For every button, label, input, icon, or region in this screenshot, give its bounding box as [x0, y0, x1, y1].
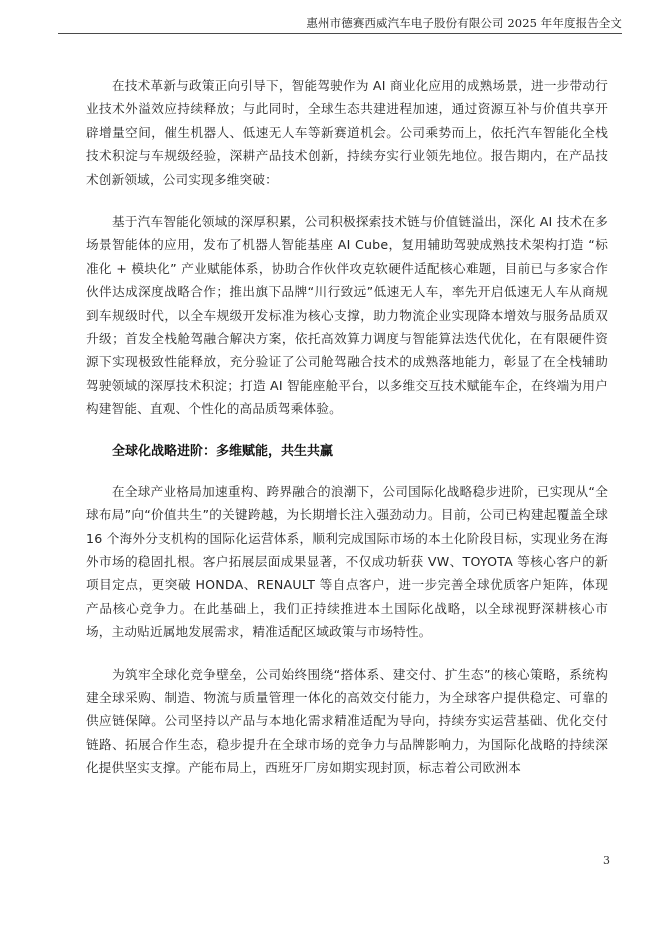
paragraph-global-layout: 在全球产业格局加速重构、跨界融合的浪潮下，公司国际化战略稳步进阶，已实现从“全球布局”向“价值共生”的关键跨越，为长期增长注入强劲动力。目前，公司已构建起覆盖全球 16 个海外分支机构的国际化运营体系，顺利完成国际市场的本土化阶段目标，实现业务在海外市场的稳固扎根。客户拓展层面成果显著，不仅成功斩获 VW、TOYOTA 等核心客户的新项目定点，更突破 HONDA、RENAULT 等自点客户，进一步完善全球优质客户矩阵，体现产品核心竞争力。在此基础上，我们正持续推进本土国际化战略，以全球视野深耕核心市场，主动贴近属地发展需求，精准适配区域政策与市场特性。	[86, 483, 608, 640]
page-number: 3	[603, 854, 610, 867]
section-heading-globalization: 全球化战略进阶：多维赋能，共生共赢	[112, 443, 334, 459]
report-title: 惠州市德赛西威汽车电子股份有限公司 2025 年年度报告全文	[306, 16, 622, 30]
header-divider	[58, 33, 622, 34]
paragraph-intelligent-driving: 基于汽车智能化领域的深厚积累，公司积极探索技术链与价值链溢出，深化 AI 技术在多场景智能体的应用，发布了机器人智能基座 AI Cube，复用辅助驾驶成熟技术架构打造 “标准化 + 模块化” 产业赋能体系，协助合作伙伴攻克软硬件适配核心难题，目前已与多家合作伙伴达成深度战略合作；推出旗下品牌“川行致远”低速无人车，率先开启低速无人车从商规到车规级时代，以全车规级开发标准为核心支撑，助力物流企业实现降本增效与服务品质双升级；首发全栈舱驾融合解决方案，依托高效算力调度与智能算法迭代优化，在有限硬件资源下实现极致性能释放，充分验证了公司舱驾融合技术的成熟落地能力，彰显了在全栈辅助驾驶领域的深厚技术积淀；打造 AI 智能座舱平台，以多维交互技术赋能车企，在终端为用户构建智能、直观、个性化的高品质驾乘体验。	[86, 214, 608, 417]
report-body	[86, 74, 608, 799]
page-header	[0, 0, 662, 34]
paragraph-tech-innovation: 在技术革新与政策正向引导下，智能驾驶作为 AI 商业化应用的成熟场景，进一步带动行业技术外溢效应持续释放；与此同时，全球生态共建进程加速，通过资源互补与价值共享开辟增量空间，催生机器人、低速无人车等新赛道机会。公司乘势而上，依托汽车智能化全栈技术积淀与车规级经验，深耕产品技术创新，持续夯实行业领先地位。报告期内，在产品技术创新领域，公司实现多维突破：	[86, 78, 608, 187]
paragraph-global-delivery: 为筑牢全球化竞争壁垒，公司始终围绕“搭体系、建交付、扩生态”的核心策略，系统构建全球采购、制造、物流与质量管理一体化的高效交付能力，为全球客户提供稳定、可靠的供应链保障。公司坚持以产品与本地化需求精准适配为导向，持续夯实运营基础、优化交付链路、拓展合作生态，稳步提升在全球市场的竞争力与品牌影响力，为国际化战略的持续深化提供坚实支撑。产能布局上，西班牙厂房如期实现封顶，标志着公司欧洲本	[86, 666, 608, 776]
